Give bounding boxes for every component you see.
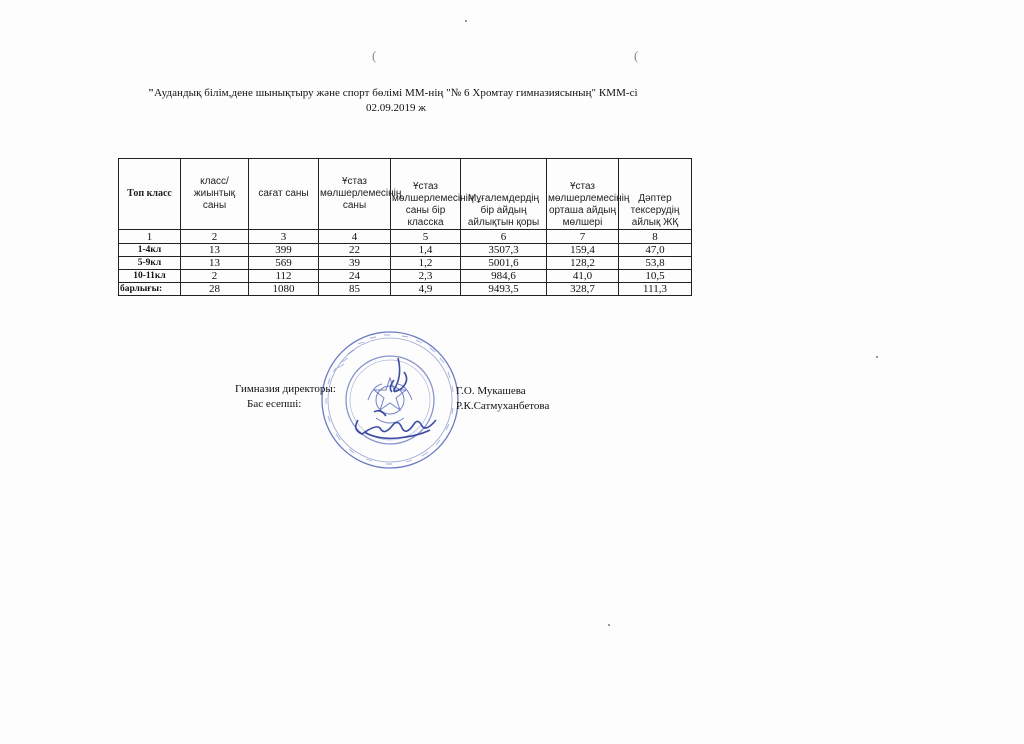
table-cell: 111,3	[619, 283, 692, 296]
table-cell: 24	[319, 270, 391, 283]
table-cell: 5001,6	[461, 257, 547, 270]
column-number-row	[119, 230, 692, 244]
director-role: Гимназия директоры:	[235, 383, 336, 395]
title-mark: "	[148, 87, 155, 99]
table-cell: 128,2	[547, 257, 619, 270]
table-cell: 9493,5	[461, 283, 547, 296]
accountant-role: Бас есепші:	[247, 398, 302, 410]
table-header-row	[119, 159, 692, 230]
table-cell: 28	[181, 283, 249, 296]
table-row	[119, 257, 692, 270]
official-seal	[318, 328, 468, 478]
table-cell: 10,5	[619, 270, 692, 283]
row-label: 10-11кл	[119, 270, 181, 283]
table-cell: 328,7	[547, 283, 619, 296]
table-cell: 1080	[249, 283, 319, 296]
staffing-table	[118, 158, 692, 296]
table-cell: 13	[181, 257, 249, 270]
column-header: Ұстаз мөлшерлемесінің саны бір класска	[391, 159, 461, 230]
column-header: Ұстаз мөлшерлемесінің орташа айдың мөлшері	[547, 159, 619, 230]
table-cell: 1,4	[391, 244, 461, 257]
table-cell: 1,2	[391, 257, 461, 270]
column-number: 4	[319, 230, 391, 244]
table-cell: 2,3	[391, 270, 461, 283]
table-cell: 399	[249, 244, 319, 257]
table-cell: 3507,3	[461, 244, 547, 257]
title-text: Аудандық білім,дене шынықтыру және спорт бөлімі ММ-нің "№ 6 Хромтау гимназиясының" КММ-сі	[154, 87, 638, 99]
stray-dot	[876, 356, 878, 358]
column-header: сағат саны	[249, 159, 319, 230]
column-number: 1	[119, 230, 181, 244]
table-cell: 569	[249, 257, 319, 270]
table-cell: 85	[319, 283, 391, 296]
table-cell: 39	[319, 257, 391, 270]
document-title	[148, 87, 638, 99]
accountant-name: Р.К.Сатмуханбетова	[456, 400, 550, 412]
table-cell: 2	[181, 270, 249, 283]
table-cell: 984,6	[461, 270, 547, 283]
column-header: Дәптер тексерудің айлық ЖҚ	[619, 159, 692, 230]
column-header: Ұстаз мөлшерлемесінің саны	[319, 159, 391, 230]
stray-dot	[608, 624, 610, 626]
stray-paren-right: (	[634, 48, 639, 63]
table-cell: 47,0	[619, 244, 692, 257]
document-date: 02.09.2019 ж	[366, 102, 426, 114]
table-cell: 112	[249, 270, 319, 283]
column-number: 8	[619, 230, 692, 244]
table-row	[119, 244, 692, 257]
table-cell: 159,4	[547, 244, 619, 257]
table-row	[119, 270, 692, 283]
table-cell: 41,0	[547, 270, 619, 283]
table-cell: 22	[319, 244, 391, 257]
column-number: 6	[461, 230, 547, 244]
table-cell: 13	[181, 244, 249, 257]
column-number: 3	[249, 230, 319, 244]
column-number: 5	[391, 230, 461, 244]
row-label: 1-4кл	[119, 244, 181, 257]
column-number: 7	[547, 230, 619, 244]
column-number: 2	[181, 230, 249, 244]
table-cell: 4,9	[391, 283, 461, 296]
column-header: класс/жиынтық саны	[181, 159, 249, 230]
table-total-row	[119, 283, 692, 296]
row-label: барлығы:	[119, 283, 181, 296]
column-header: Мұғалемдердің бір айдың айлықтын қоры	[461, 159, 547, 230]
column-header: Топ класс	[119, 159, 181, 230]
director-name: Г.О. Мукашева	[456, 385, 526, 397]
stray-dot	[465, 20, 467, 22]
table-cell: 53,8	[619, 257, 692, 270]
row-label: 5-9кл	[119, 257, 181, 270]
stray-paren-left: (	[372, 48, 377, 63]
